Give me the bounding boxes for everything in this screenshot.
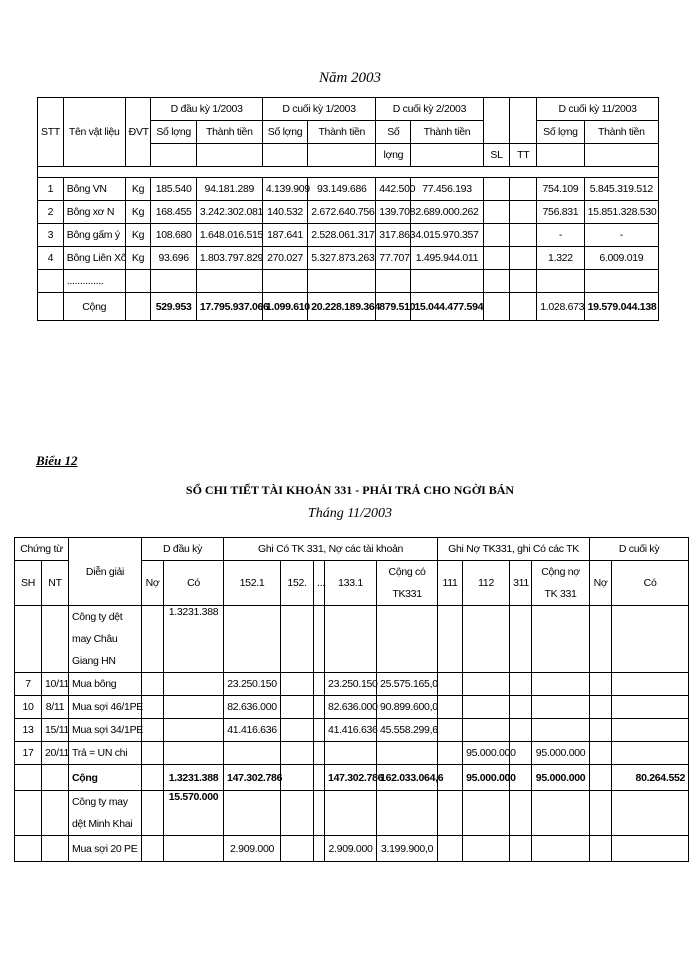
ellipsis-row: .............. xyxy=(63,270,125,293)
header-quantity-cont: lợng xyxy=(376,144,411,167)
table-row: Mua sợi 20 PE 2.909.000 2.909.000 3.199.900,0 xyxy=(15,836,689,862)
table-row: Công ty may dệt Minh Khai 15.570.000 xyxy=(15,791,689,836)
header-description: Diễn giải xyxy=(69,538,142,606)
table-row xyxy=(38,270,659,293)
header-voucher: Chứng từ xyxy=(15,538,69,561)
company-minh-khai: Công ty may dệt Minh Khai xyxy=(69,791,142,836)
header-debit: Nợ xyxy=(142,561,164,606)
table-row: 3 Bông gấm ý Kg 108.680 1.648.016.515 187.641 2.528.061.317 317.863 4.015.970.357 - - xyxy=(38,224,659,247)
header-debit: Nợ xyxy=(590,561,612,606)
header-quantity: Số xyxy=(376,121,411,144)
header-unit: ĐVT xyxy=(125,98,151,167)
header-closing-2-2003: D cuối kỳ 2/2003 xyxy=(376,98,483,121)
header-credit-331: Ghi Có TK 331, Nợ các tài khoản xyxy=(224,538,438,561)
header-stt: STT xyxy=(38,98,64,167)
header-total-debit: Cộng nợ TK 331 xyxy=(532,561,590,606)
header-material-name: Tên vật liệu xyxy=(63,98,125,167)
table-row: 7 10/11 Mua bông 23.250.150 23.250.150 25.575.165,0 xyxy=(15,673,689,696)
header-311: 311 xyxy=(510,561,532,606)
header-quantity: Số lợng xyxy=(537,121,584,144)
table-row: Công ty dệt may Châu Giang HN 1.3231.388 xyxy=(15,606,689,673)
table-row: 17 20/11 Trả = UN chi 95.000.000 95.000.000 xyxy=(15,742,689,765)
header-dots: ... xyxy=(314,561,325,606)
table-row: 13 15/11 Mua sợi 34/1PE 41.416.636 41.416.636 45.558.299,6 xyxy=(15,719,689,742)
header-opening-balance: D đầu kỳ xyxy=(142,538,224,561)
header-112: 112 xyxy=(463,561,510,606)
header-opening-1-2003: D đầu kỳ 1/2003 xyxy=(151,98,262,121)
ledger-title: SỔ CHI TIẾT TÀI KHOẢN 331 - PHẢI TRẢ CHO NGỜI BÁN xyxy=(185,483,515,497)
ledger-table xyxy=(14,537,689,862)
header-tt: TT xyxy=(510,144,537,167)
header-closing-balance: D cuối kỳ xyxy=(590,538,689,561)
header-closing-11-2003: D cuối kỳ 11/2003 xyxy=(537,98,659,121)
header-quantity: Số lợng xyxy=(151,121,196,144)
header-152: 152. xyxy=(281,561,314,606)
ledger-month: Tháng 11/2003 xyxy=(307,506,393,521)
header-credit: Có xyxy=(612,561,689,606)
total-label: Cộng xyxy=(69,765,142,791)
table-row: 1 Bông VN Kg 185.540 94.181.289 4.139.909 93.149.686 442.500 77.456.193 754.109 5.845.319.512 xyxy=(38,178,659,201)
header-amount: Thành tiền xyxy=(584,121,658,144)
table-row: 2 Bông xơ N Kg 168.455 3.242.302.081 140.532 2.672.640.756 139.708 2.689.000.262 756.831 15.851.328.530 xyxy=(38,201,659,224)
header-amount: Thành tiền xyxy=(411,121,483,144)
company-chau-giang: Công ty dệt may Châu Giang HN xyxy=(69,606,142,673)
table-row: 4 Bông Liên Xô Kg 93.696 1.803.797.829 270.027 5.327.873.263 77.707 1.495.944.011 1.322 6.009.019 xyxy=(38,247,659,270)
table-row: 10 8/11 Mua sợi 46/1PE 82.636.000 82.636.000 90.899.600,0 xyxy=(15,696,689,719)
total-row: Cộng 529.953 17.795.937.066 1.099.610 20.228.189.364 879.510 15.044.477.594 1.028.673 19.579.044.138 xyxy=(38,293,659,321)
header-sl: SL xyxy=(483,144,510,167)
header-nt: NT xyxy=(42,561,69,606)
header-1331: 133.1 xyxy=(325,561,377,606)
header-credit: Có xyxy=(164,561,224,606)
header-debit-331: Ghi Nợ TK331, ghi Có các TK xyxy=(438,538,590,561)
exhibit-label: Biểu 12 xyxy=(36,453,78,468)
year-label: Năm 2003 xyxy=(318,70,382,86)
header-quantity: Số lợng xyxy=(262,121,307,144)
total-row: Cộng 1.3231.388 147.302.786 147.302.786 162.033.064,6 95.000.000 95.000.000 80.264.552 xyxy=(15,765,689,791)
header-amount: Thành tiền xyxy=(196,121,262,144)
header-1521: 152.1 xyxy=(224,561,281,606)
header-111: 111 xyxy=(438,561,463,606)
header-sh: SH xyxy=(15,561,42,606)
header-amount: Thành tiền xyxy=(308,121,376,144)
materials-table xyxy=(37,97,659,321)
header-closing-1-2003: D cuối kỳ 1/2003 xyxy=(262,98,375,121)
total-label: Cộng xyxy=(63,293,125,321)
header-total-credit: Cộng có TK331 xyxy=(377,561,438,606)
